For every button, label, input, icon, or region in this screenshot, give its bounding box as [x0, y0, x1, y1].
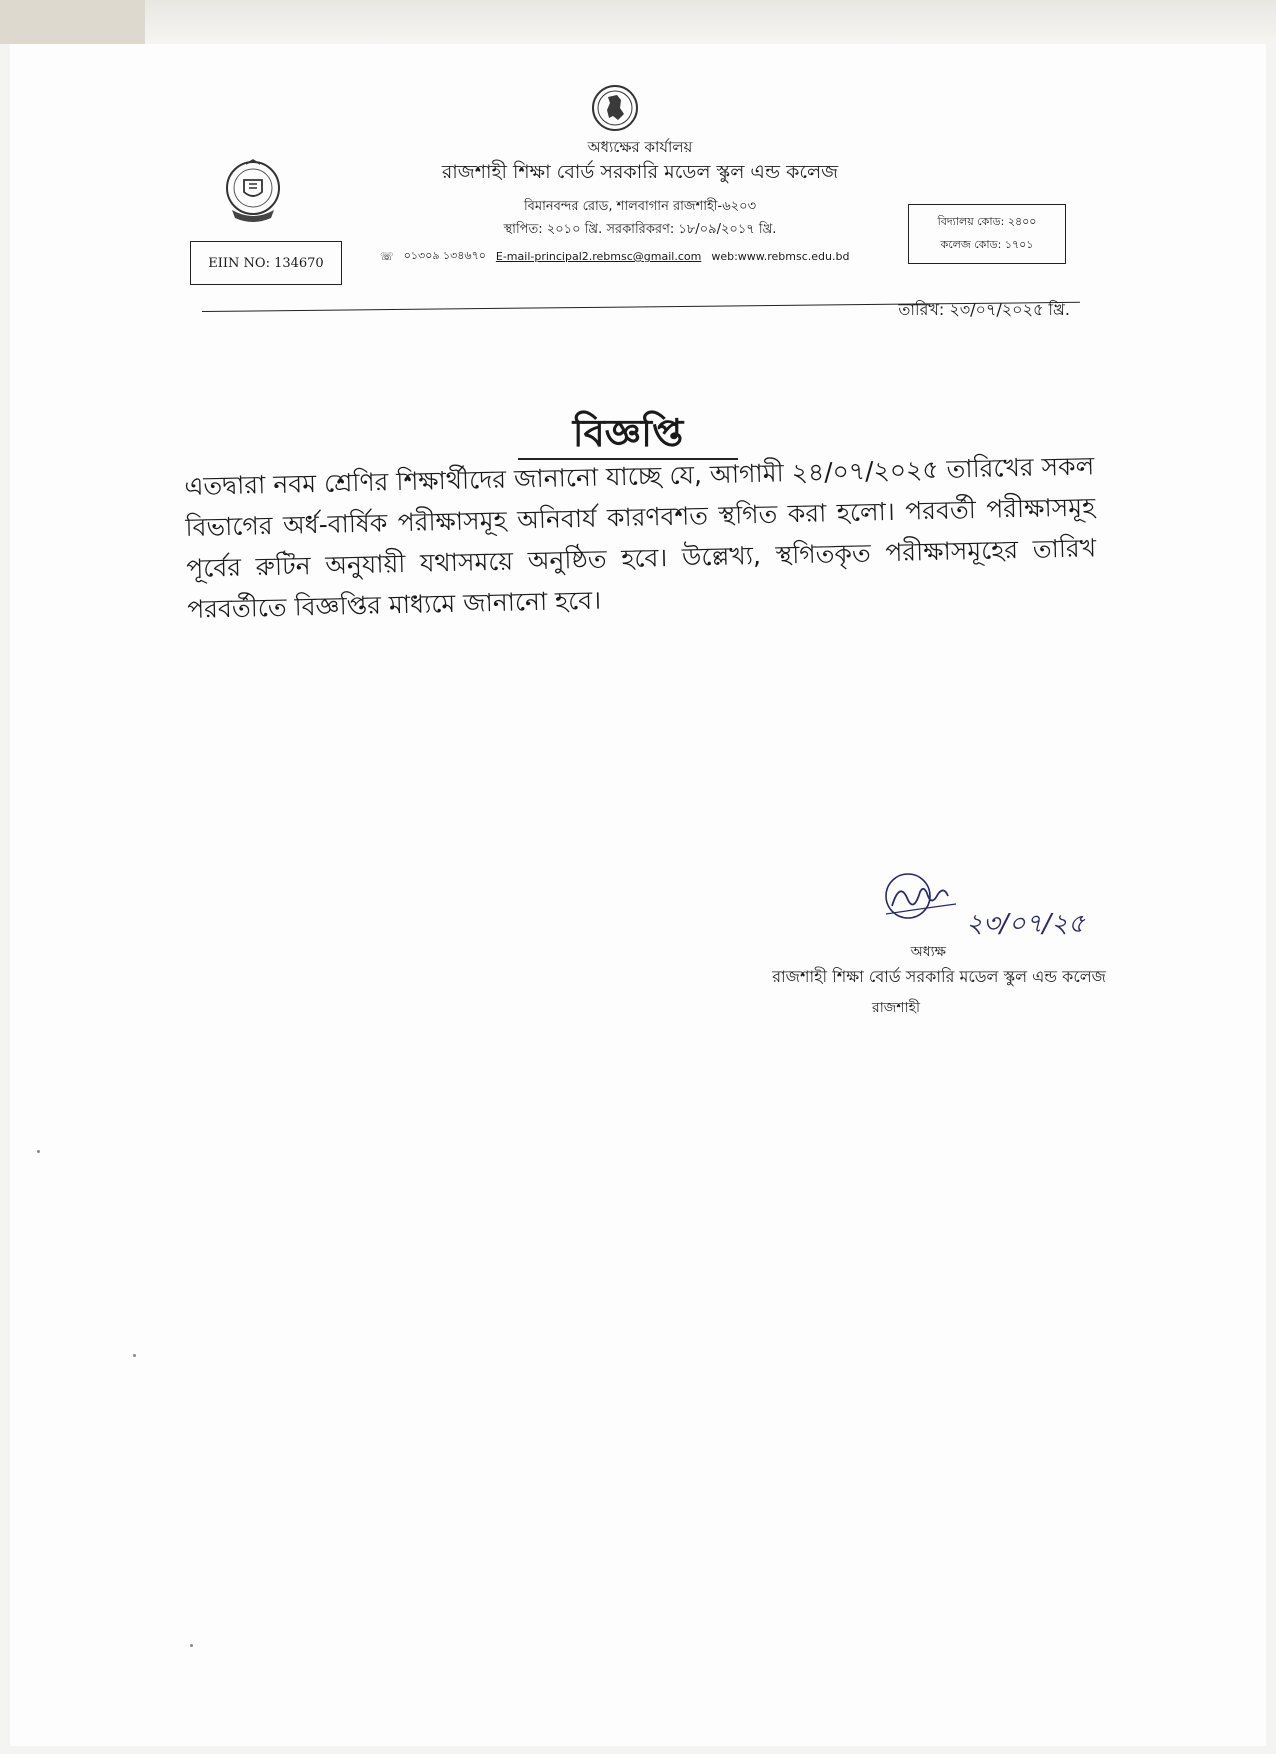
notice-date: তারিখ: ২৩/০৭/২০২৫ খ্রি.: [898, 300, 1070, 319]
codes-box: [908, 204, 1066, 264]
scan-top-edge: [0, 0, 1276, 44]
office-label: অধ্যক্ষের কার্যালয়: [587, 138, 693, 156]
notice-body: এতদ্বারা নবম শ্রেণির শিক্ষার্থীদের জানানো যাচ্ছে যে, আগামী ২৪/০৭/২০২৫ তারিখের সকল বিভাগের অর্ধ-বার্ষিক পরীক্ষাসমূহ অনিবার্য কারণবশত স্থগিত করা হলো। পরবর্তী পরীক্ষাসমূহ পূর্বের রুটিন অনুযায়ী যথাসময়ে অনুষ্ঠিত হবে। উল্লেখ্য, স্থগিতকৃত পরীক্ষাসমূহের তারিখ পরবর্তীতে বিজ্ঞপ্তির মাধ্যমে জানানো হবে।: [184, 451, 1097, 624]
college-code: কলেজ কোড: ১৭০১: [940, 238, 1034, 251]
signatory-institution: রাজশাহী শিক্ষা বোর্ড সরকারি মডেল স্কুল এন্ড কলেজ: [772, 967, 1106, 986]
signatory-place: রাজশাহী: [872, 1000, 920, 1016]
established-info: স্থাপিত: ২০১০ খ্রি. সরকারিকরণ: ১৮/০৯/২০১৭ খ্রি.: [503, 222, 777, 237]
contact-line: [380, 247, 910, 266]
institution-crest-icon: [222, 158, 284, 226]
signatory-title: অধ্যক্ষ: [910, 944, 946, 960]
signature-mark: [878, 862, 1088, 948]
phone-number: ০১৩০৯ ১৩৪৬৭০: [403, 249, 486, 262]
institution-name: রাজশাহী শিক্ষা বোর্ড সরকারি মডেল স্কুল এন্ড কলেজ: [441, 161, 839, 183]
eiin-box: [190, 241, 342, 285]
scan-corner-shadow: [0, 0, 145, 44]
notice-title: বিজ্ঞপ্তি: [518, 410, 738, 460]
website-link[interactable]: web:www.rebmsc.edu.bd: [711, 250, 850, 263]
email-link[interactable]: E-mail-principal2.rebmsc@gmail.com: [495, 250, 702, 263]
institution-address: বিমানবন্দর রোড, শালবাগান রাজশাহী-৬২০৩: [523, 199, 757, 214]
school-code: বিদ্যালয় কোড: ২৪০০: [937, 215, 1037, 228]
scan-speck: [37, 1150, 40, 1153]
signature-date: ২৩/০৭/২৫: [966, 909, 1085, 939]
phone-icon: ☏: [380, 250, 394, 263]
scan-speck: [133, 1354, 136, 1357]
eiin-number: EIIN NO: 134670: [208, 255, 324, 271]
government-emblem-icon: [591, 84, 639, 132]
scan-speck: [190, 1644, 193, 1647]
